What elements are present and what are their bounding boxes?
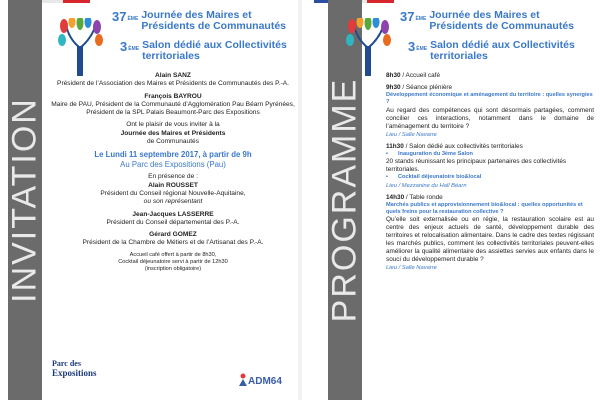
item4-theme: Marchés publics et approvisionnement bio&local : quelles opportunités et quels freins pour la restauration collective ?	[386, 201, 583, 216]
item2-theme: Développement économique et aménagement du territoire : quelles synergies ?	[386, 92, 593, 106]
item2-text: / Séance plénière	[402, 84, 453, 91]
item3-sub2: Cocktail déjeunatoire bio&local	[398, 174, 482, 181]
parc-logo-top: Parc des	[52, 359, 81, 368]
adm64-logo	[238, 370, 288, 390]
note-coffee: Accueil café offert à partir de 8h30,	[129, 251, 217, 258]
programme-item-3	[386, 143, 594, 151]
host1-name: Alain SANZ	[155, 72, 191, 79]
event-name: Journée des Maires et Présidents	[120, 129, 226, 137]
item3-location: Lieu / Mezzanine du Hall Béarn	[386, 182, 467, 189]
edition-title: Journée des Maires et Présidents de Communautés	[141, 9, 287, 32]
edition-title-right: Journée des Maires et Présidents de Communautés	[429, 9, 575, 32]
item3-sub1-row	[386, 151, 594, 158]
guest3-title: Président de la Chambre de Métiers et de l’Artisanat des P.-A.	[82, 239, 264, 247]
invitation-side-stripe	[5, 0, 44, 400]
guest3-name: Gérard GOMEZ	[149, 231, 197, 239]
guest2-name: Jean-Jacques LASSERRE	[132, 210, 214, 218]
guest1-note: ou son représentant	[143, 198, 203, 206]
adm64-logo-text: ADM64	[248, 376, 282, 387]
salon-suffix-right: ÈME	[416, 46, 428, 52]
tree-logo-icon	[58, 18, 104, 80]
programme-item-1	[386, 72, 594, 80]
edition-number: 37	[112, 9, 127, 24]
bullet-icon: ▪	[386, 150, 388, 157]
edition-suffix: ÈME	[127, 16, 139, 22]
place-line: Au Parc des Expositions (Pau)	[120, 159, 226, 169]
item2-location: Lieu / Salle Navarre	[386, 131, 437, 138]
note-registration: (inscription obligatoire)	[144, 265, 202, 272]
guest1-name: Alain ROUSSET	[148, 181, 198, 189]
salon-number-right: 3	[408, 39, 416, 54]
item3-text: / Salon dédié aux collectivités territoriales	[405, 142, 523, 150]
programme-item-2	[386, 84, 594, 92]
item4-text: / Table ronde	[405, 193, 443, 201]
page-divider	[298, 0, 302, 400]
item4-location: Lieu / Salle Navarre	[386, 265, 437, 272]
salon-suffix: ÈME	[128, 46, 140, 52]
edition-number-right: 37	[400, 9, 415, 24]
guest2-title: Président du Conseil départemental des P.-A.	[106, 218, 240, 226]
bullet-icon: ▪	[386, 174, 388, 181]
salon-number: 3	[120, 39, 128, 54]
item2-time: 9h30	[386, 84, 401, 91]
event-header-right	[400, 10, 580, 62]
guest1-title: Président du Conseil régional Nouvelle-Aquitaine,	[100, 189, 246, 197]
item1-text: / Accueil café	[402, 72, 441, 79]
date-line: Le Lundi 11 septembre 2017, à partir de 9h	[94, 150, 252, 160]
invitation-body	[50, 72, 296, 273]
invitation-panel	[0, 0, 296, 400]
presence-intro: En présence de :	[148, 173, 198, 181]
host2-title: Maire de PAU, Président de la Communauté d’Agglomération Pau Béarn Pyrénées, Président de la SPL Palais Beaumont-Parc des Expositions	[51, 100, 295, 117]
salon-title-right: Salon dédié aux Collectivités territoriales	[430, 39, 575, 62]
invitation-vertical-label: INVITATION	[5, 97, 44, 303]
item4-desc: Qu’elle soit externalisée ou en régie, la restauration scolaire est au centre des enjeux actuels de santé, développement durable des territoires et relocalisation alimentaire. Dans le cadre des textes régissant les marchés publics, comment les collectivités territoriales peuvent-elles améliorer la qualité alimentaire des assiettes servies aux enfants dans le souci du développement durable ?	[386, 216, 594, 264]
host2-name: François BAYROU	[144, 92, 202, 100]
item3-sub2-row	[386, 174, 594, 181]
item4-time: 14h30	[386, 193, 405, 201]
event-name-2: de Communautés	[146, 138, 200, 146]
edition-suffix-right: ÈME	[415, 16, 427, 22]
parc-logo-bottom: Expositions	[52, 368, 97, 378]
salon-title: Salon dédié aux Collectivités territoriales	[142, 39, 287, 62]
item3-desc: 20 stands réunissant les principaux partenaires des collectivités territoriales.	[386, 158, 567, 174]
programme-body	[386, 72, 594, 272]
item3-time: 11h30	[386, 142, 404, 150]
item3-sub1: Inauguration du 3ème Salon	[398, 150, 473, 157]
programme-vertical-label: PROGRAMME	[325, 77, 364, 323]
note-cocktail: Cocktail déjeunatoire servi à partir de 12h30	[118, 258, 228, 265]
event-header-left	[112, 10, 292, 62]
item2-desc: Au regard des compétences qui sont désormais partagées, comment concilier ces interactions, notamment dans le domaine de l’aménagement du territoire ?	[386, 106, 594, 130]
adm-figure-icon	[238, 373, 248, 387]
parc-expositions-logo	[52, 360, 114, 392]
tree-logo-icon-right	[346, 18, 392, 80]
item1-time: 8h30	[386, 72, 401, 79]
programme-item-4	[386, 194, 594, 202]
invite-line: Ont le plaisir de vous inviter à la	[126, 121, 220, 129]
host1-title: Président de l’Association des Maires et Présidents de Communautés des P.-A.	[57, 80, 289, 88]
